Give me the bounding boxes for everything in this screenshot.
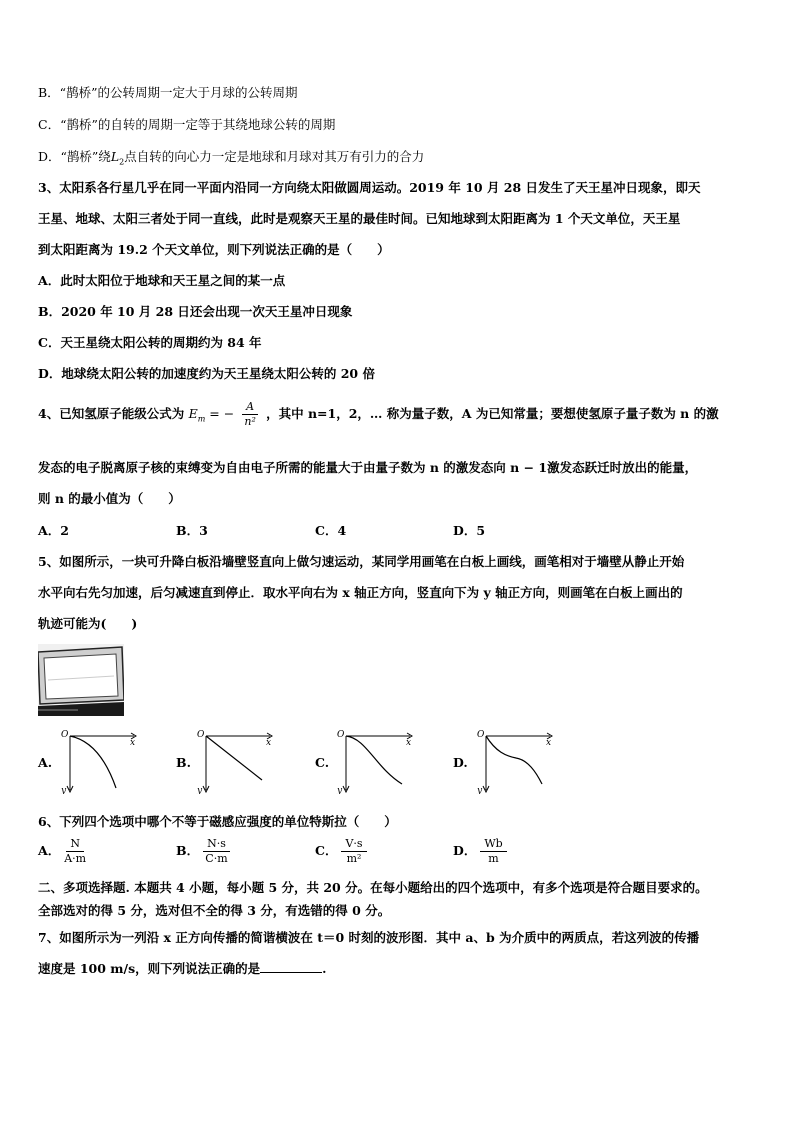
q2-option-d: D．“鹊桥”绕$L_2$点自转的向心力一定是地球和月球对其万有引力的合力	[38, 149, 425, 167]
q6-option-c: C． $\frac{V\cdot s}{\text{m²}}$	[315, 837, 371, 866]
q3-option-a: A．此时太阳位于地球和天王星之间的某一点	[38, 273, 286, 288]
q5-graph-d	[476, 728, 556, 794]
x-axis-label: x	[546, 738, 552, 748]
y-axis-label: y	[61, 786, 67, 794]
y-axis-label: y	[337, 786, 343, 794]
q6-option-b: B． $\frac{N\cdot s}{C\cdot m}$	[176, 837, 234, 866]
q6-option-d: D． $\frac{Wb}{m}$	[453, 837, 511, 866]
x-axis-label: x	[130, 738, 136, 748]
q7-stem-line-2: 速度是 100 m/s，则下列说法正确的是 .	[38, 961, 327, 976]
y-axis-label: y	[477, 786, 483, 794]
q5-stem-line-3: 轨迹可能为( )	[38, 616, 138, 631]
q4-option-c: C．4	[315, 523, 347, 538]
q2-option-c: C．“鹊桥”的自转的周期一定等于其绕地球公转的周期	[38, 117, 336, 132]
answer-blank	[260, 960, 322, 973]
q3-stem-line-2: 王星、地球、太阳三者处于同一直线，此时是观察天王星的最佳时间。已知地球到太阳距离为 1 个天文单位，天王星	[38, 211, 681, 226]
q6-option-a: A． $\frac{N}{A\cdot m}$	[38, 837, 87, 865]
q4-stem-line-3: 则 n 的最小值为（ ）	[38, 491, 181, 506]
q5-graph-c	[336, 728, 416, 794]
q4-option-d: D．5	[453, 523, 486, 538]
q4-stem-line-1: 4、已知氢原子能级公式为 $E_m$ = − $\frac{A}{\text{n²}}$ ，其中 n=1，2，… 称为量子数，A 为已知常量；要想使氢原子量子数为 n 的激	[38, 400, 719, 428]
q5-option-a-label: A.	[38, 755, 53, 770]
x-axis-label: x	[266, 738, 272, 748]
q3-option-d: D．地球绕太阳公转的加速度约为天王星绕太阳公转的 20 倍	[38, 366, 375, 381]
q5-stem-line-1: 5、如图所示，一块可升降白板沿墙壁竖直向上做匀速运动，某同学用画笔在白板上画线，画笔相对于墙壁从静止开始	[38, 554, 685, 569]
q5-graph-b	[196, 728, 276, 794]
q5-graph-a	[60, 728, 140, 794]
origin-label: O	[477, 730, 485, 740]
x-axis-label: x	[406, 738, 412, 748]
origin-label: O	[197, 730, 205, 740]
q3-option-b: B．2020 年 10 月 28 日还会出现一次天王星冲日现象	[38, 304, 353, 319]
whiteboard-figure	[38, 644, 124, 716]
y-axis-label: y	[197, 786, 203, 794]
q7-stem-line-1: 7、如图所示为一列沿 x 正方向传播的简谐横波在 t＝0 时刻的波形图．其中 a、b 为介质中的两质点，若这列波的传播	[38, 930, 700, 945]
q5-stem-line-2: 水平向右先匀加速，后匀减速直到停止．取水平向右为 x 轴正方向，竖直向下为 y 轴正方向，则画笔在白板上画出的	[38, 585, 683, 600]
q5-option-c-label: C.	[315, 755, 330, 770]
q5-option-d-label: D.	[453, 755, 468, 770]
q3-stem-line-1: 3、太阳系各行星几乎在同一平面内沿同一方向绕太阳做圆周运动。2019 年 10 月 28 日发生了天王星冲日现象，即天	[38, 180, 701, 195]
section2-header-line-1: 二、多项选择题. 本题共 4 小题，每小题 5 分，共 20 分。在每小题给出的四个选项中，有多个选项是符合题目要求的。	[38, 880, 708, 895]
q4-stem-line-2: 发态的电子脱离原子核的束缚变为自由电子所需的能量大于由量子数为 n 的激发态向 n − 1激发态跃迁时放出的能量，	[38, 460, 698, 475]
origin-label: O	[337, 730, 345, 740]
q2-option-b: B．“鹊桥”的公转周期一定大于月球的公转周期	[38, 85, 298, 100]
q4-option-a: A．2	[38, 523, 69, 538]
q6-stem: 6、下列四个选项中哪个不等于磁感应强度的单位特斯拉（ ）	[38, 814, 397, 829]
q5-option-b-label: B.	[176, 755, 191, 770]
q3-stem-line-3: 到太阳距离为 19.2 个天文单位，则下列说法正确的是（ ）	[38, 242, 390, 257]
section2-header-line-2: 全部选对的得 5 分，选对但不全的得 3 分，有选错的得 0 分。	[38, 903, 391, 918]
q4-option-b: B．3	[176, 523, 208, 538]
q3-option-c: C．天王星绕太阳公转的周期约为 84 年	[38, 335, 262, 350]
energy-level-formula: $E_m$ = − $\frac{A}{\text{n²}}$	[189, 406, 267, 421]
origin-label: O	[61, 730, 69, 740]
